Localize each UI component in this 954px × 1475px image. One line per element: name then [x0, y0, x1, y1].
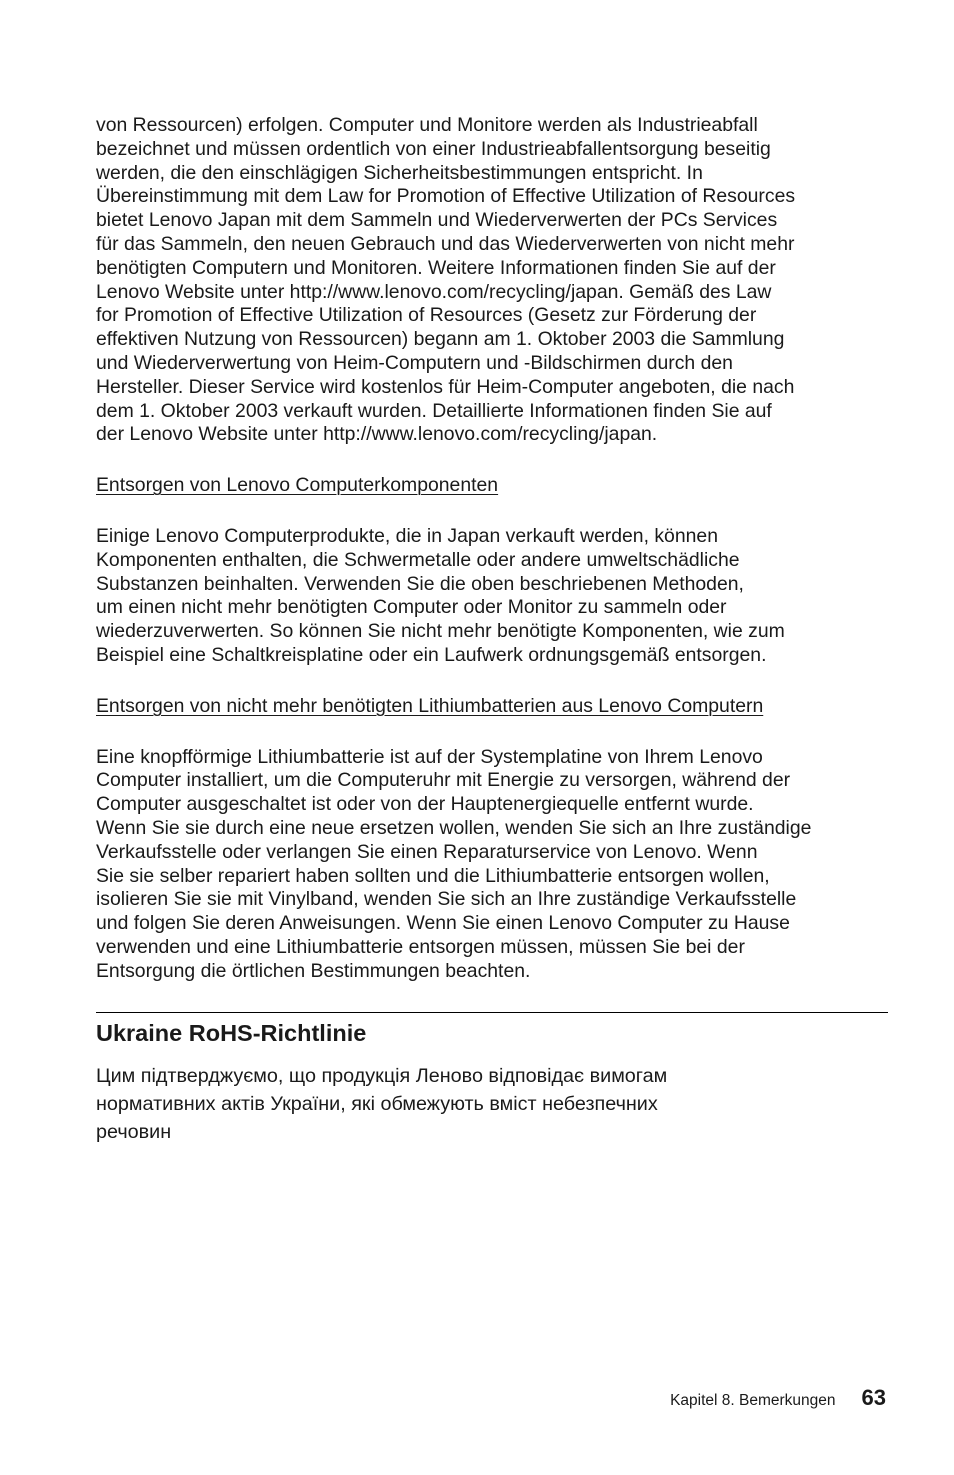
page-footer: [670, 1385, 886, 1411]
subheading-lithium-batteries: Entsorgen von nicht mehr benötigten Lithiumbatterien aus Lenovo Computern: [96, 694, 764, 717]
paragraph-recycling-japan: von Ressourcen) erfolgen. Computer und Monitore werden als Industrieabfall bezeichnet und müssen ordentlich von einer Industrieabfallentsorgung beseitig werden, die den einschlägigen Sicherheitsbestimmungen entspricht. In Übereinstimmung mit dem Law for Promotion of Effective Utilization of Resources bietet Lenovo Japan mit dem Sammeln und Wiederverwerten der PCs Services für das Sammeln, den neuen Gebrauch und das Wiederverwerten von nicht mehr benötigten Computern und Monitoren. Weitere Informationen finden Sie auf der Lenovo Website unter http://www.lenovo.com/recycling/japan. Gemäß des Law for Promotion of Effective Utilization of Resources (Gesetz zur Förderung der effektiven Nutzung von Ressourcen) begann am 1. Oktober 2003 die Sammlung und Wiederverwertung von Heim-Computern und -Bildschirmen durch den Hersteller. Dieser Service wird kostenlos für Heim-Computer angeboten, die nach dem 1. Oktober 2003 verkauft wurden. Detaillierte Informationen finden Sie auf der Lenovo Website unter http://www.lenovo.com/recycling/japan.: [96, 114, 796, 446]
paragraph-components-disposal: Einige Lenovo Computerprodukte, die in Japan verkauft werden, können Komponenten enthalten, die Schwermetalle oder andere umweltschädliche Substanzen beinhalten. Verwenden Sie die oben beschriebenen Methoden, um einen nicht mehr benötigten Computer oder Monitor zu sammeln oder wiederzuverwerten. So können Sie nicht mehr benötigte Komponenten, wie zum Beispiel eine Schaltkreisplatine oder ein Laufwerk ordnungsgemäß entsorgen.: [96, 524, 785, 666]
paragraph-lithium-battery-disposal: Eine knopfförmige Lithiumbatterie ist auf der Systemplatine von Ihrem Lenovo Computer installiert, um die Computeruhr mit Energie zu versorgen, während der Computer ausgeschaltet ist oder von der Hauptenergiequelle entfernt wurde. Wenn Sie sie durch eine neue ersetzen wollen, wenden Sie sich an Ihre zuständige Verkaufsstelle oder verlangen Sie einen Reparaturservice von Lenovo. Wenn Sie sie selber repariert haben sollten und die Lithiumbatterie entsorgen wollen, isolieren Sie sie mit Vinylband, wenden Sie sich an Ihre zuständige Verkaufsstelle und folgen Sie deren Anweisungen. Wenn Sie einen Lenovo Computer zu Hause verwenden und eine Lithiumbatterie entsorgen müssen, müssen Sie bei der Entsorgung die örtlichen Bestimmungen beachten.: [96, 745, 812, 982]
page-content: [96, 114, 888, 1146]
footer-chapter-label: Kapitel 8. Bemerkungen: [670, 1392, 836, 1409]
section-divider: [96, 1012, 888, 1013]
subheading-computer-components: Entsorgen von Lenovo Computerkomponenten: [96, 474, 499, 497]
paragraph-ukrainian-statement: Цим підтверджуємо, що продукція Леново відповідає вимогам нормативних актів України, які обмежують вміст небезпечних речовин: [96, 1064, 668, 1143]
page-number: 63: [861, 1385, 886, 1410]
section-title-ukraine-rohs: Ukraine RoHS-Richtlinie: [96, 1019, 367, 1046]
